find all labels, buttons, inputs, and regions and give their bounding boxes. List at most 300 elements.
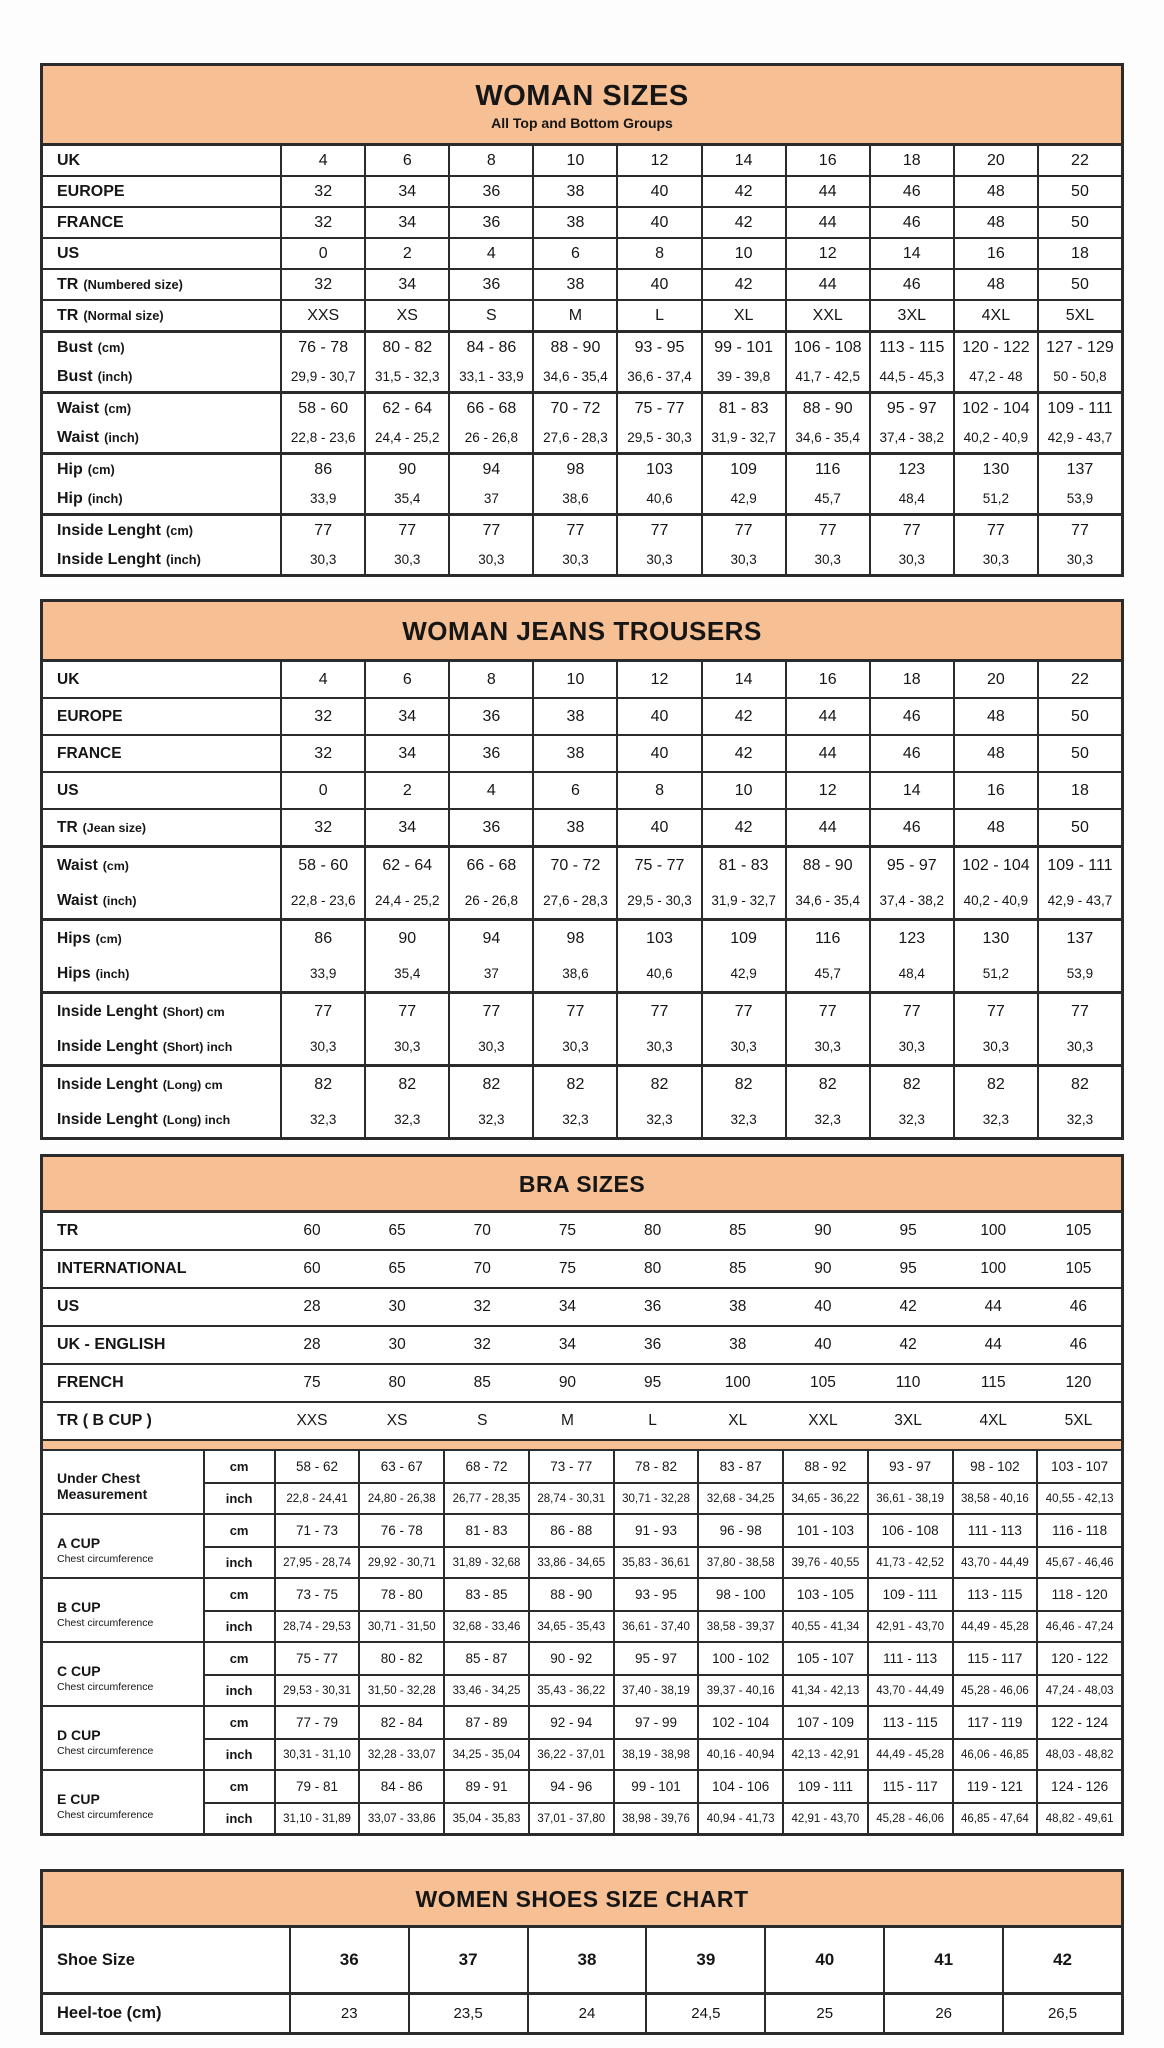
table-group [43, 146, 1121, 175]
value-cell: XL [728, 1412, 748, 1429]
value-cell: 88 - 92 [782, 1451, 867, 1482]
value-cell: 43,70 - 44,49 [867, 1674, 952, 1705]
value-cell: 44 [785, 270, 869, 299]
value-cell: 40,2 - 40,9 [953, 423, 1037, 452]
row-label-note: Chest circumference [57, 1745, 154, 1758]
row-label-text: Inside Lenght [57, 1075, 158, 1093]
row-label [43, 1222, 269, 1240]
value-cell: 29,9 - 30,7 [280, 362, 364, 391]
value-cell: 32,3 [701, 1102, 785, 1137]
table-group [43, 662, 1121, 697]
value-cell: 22,8 - 24,41 [274, 1482, 359, 1513]
value-cell: 77 [1037, 994, 1121, 1029]
value-cell: 96 - 98 [697, 1515, 782, 1546]
value-cell: XS [364, 301, 448, 330]
row-label [43, 461, 280, 479]
table-group [43, 1705, 1121, 1769]
row-label-note: (inch) [102, 893, 137, 908]
row-label-note: (cm) [95, 931, 122, 946]
value-cell: 50 [1037, 177, 1121, 206]
row-label [43, 1579, 203, 1641]
bra-sizes-grid [43, 1213, 1121, 1439]
women-shoes-grid [43, 1928, 1121, 2032]
value-cell: 32 [280, 270, 364, 299]
value-cell: 75 - 77 [274, 1643, 359, 1674]
value-cell: 100 [980, 1222, 1007, 1239]
value-cell: 77 [785, 516, 869, 545]
table-row [43, 1403, 1121, 1439]
table-group [43, 1769, 1121, 1833]
row-label-note: (Long) inch [162, 1112, 231, 1127]
value-cell: 36,61 - 37,40 [613, 1610, 698, 1641]
value-cell: 4 [448, 773, 532, 808]
table-row [43, 1251, 1121, 1287]
table-row [43, 736, 1121, 771]
table-row [43, 956, 1121, 991]
row-label-text: Waist [57, 399, 100, 417]
value-cell: L [616, 301, 700, 330]
value-cell: 43,70 - 44,49 [952, 1546, 1037, 1577]
row-label-text: US [57, 1298, 80, 1315]
value-cell: 37,80 - 38,58 [697, 1546, 782, 1577]
value-cell: 100 [980, 1260, 1007, 1277]
row-label-note: (cm) [104, 401, 132, 416]
value-cell: 32,3 [448, 1102, 532, 1137]
row-label [43, 857, 280, 875]
value-cell: 32,68 - 33,46 [443, 1610, 528, 1641]
table-group [43, 206, 1121, 237]
table-group [43, 1577, 1121, 1641]
value-cell: 23,5 [408, 1995, 527, 2032]
value-cell: 20 [953, 146, 1037, 175]
value-cell: 77 [532, 516, 616, 545]
value-cell: 82 - 84 [358, 1707, 443, 1738]
value-cell: 27,6 - 28,3 [532, 883, 616, 918]
value-cell: 137 [1037, 921, 1121, 956]
value-cell: 123 [869, 921, 953, 956]
value-cell: 46,06 - 46,85 [952, 1738, 1037, 1769]
value-cell: 32 [280, 177, 364, 206]
value-cell: 86 [280, 921, 364, 956]
value-cell: 44,5 - 45,3 [869, 362, 953, 391]
value-cell: 44 [785, 208, 869, 237]
row-label [43, 551, 280, 569]
value-cell: 88 - 90 [532, 333, 616, 362]
value-cell: 106 - 108 [867, 1515, 952, 1546]
value-cell: 82 [532, 1067, 616, 1102]
value-cell: 102 - 104 [697, 1707, 782, 1738]
value-cell: 42 [701, 736, 785, 771]
table-row [43, 1102, 1121, 1137]
value-cell: 100 [724, 1374, 751, 1391]
bra-cups-grid [43, 1451, 1121, 1833]
value-cell: 30,71 - 32,28 [613, 1482, 698, 1513]
row-label [43, 368, 280, 386]
table-group [43, 175, 1121, 206]
row-label [43, 892, 280, 910]
value-cell: 109 - 111 [782, 1771, 867, 1802]
value-cell: 34 [558, 1336, 577, 1353]
value-cell: 5XL [1064, 1412, 1093, 1429]
value-cell: S [477, 1412, 488, 1429]
value-cell: 34,65 - 36,22 [782, 1482, 867, 1513]
value-cell: 123 [869, 455, 953, 484]
row-label-note: Chest circumference [57, 1809, 154, 1822]
unit-cell: cm [203, 1579, 274, 1610]
value-cell: 53,9 [1037, 956, 1121, 991]
women-shoes-table [40, 1869, 1124, 2035]
value-cell: 82 [448, 1067, 532, 1102]
value-cell: 32,28 - 33,07 [358, 1738, 443, 1769]
value-cell: 30,3 [701, 1029, 785, 1064]
row-label [43, 930, 280, 948]
row-label-text: A CUP [57, 1534, 101, 1551]
row-label [43, 1515, 203, 1577]
value-cell: 122 - 124 [1036, 1707, 1121, 1738]
value-cell: 50 [1037, 699, 1121, 734]
row-label [43, 339, 280, 357]
table-row [43, 362, 1121, 391]
table-group [43, 1325, 1121, 1363]
value-cell: 42,9 - 43,7 [1037, 423, 1121, 452]
value-cell: 45,28 - 46,06 [952, 1674, 1037, 1705]
value-cell: 94 [448, 921, 532, 956]
bra-section-divider [43, 1439, 1121, 1451]
row-label-text: Inside Lenght [57, 1002, 158, 1020]
row-label-text: EUROPE [57, 182, 125, 200]
table-row [43, 208, 1121, 237]
value-cell: 106 - 108 [785, 333, 869, 362]
value-cell: 38 [729, 1336, 747, 1353]
value-cell: 71 - 73 [274, 1515, 359, 1546]
value-cell: 42 [899, 1298, 917, 1315]
value-cell: 82 [616, 1067, 700, 1102]
row-label-note: (Normal size) [83, 308, 164, 323]
table-row [43, 1067, 1121, 1102]
value-cell: 31,89 - 32,68 [443, 1546, 528, 1577]
value-cell: 105 [1065, 1260, 1092, 1277]
woman-jeans-table [40, 599, 1124, 1140]
table-group [43, 1287, 1121, 1325]
value-cell: 82 [785, 1067, 869, 1102]
value-cell: 65 [388, 1222, 406, 1239]
table-row [43, 921, 1121, 956]
value-cell: 36 [448, 699, 532, 734]
value-cell: 42,91 - 43,70 [782, 1802, 867, 1833]
value-cell: 104 - 106 [697, 1771, 782, 1802]
row-label-text: TR [57, 818, 78, 836]
table-group [43, 1992, 1121, 2032]
row-label-note: (inch) [95, 966, 130, 981]
value-cell: 60 [303, 1260, 321, 1277]
value-cell: 80 - 82 [364, 333, 448, 362]
value-cell: 30,3 [785, 1029, 869, 1064]
value-cell: 42 [701, 208, 785, 237]
value-cell: 50 [1037, 208, 1121, 237]
value-cell: 109 - 111 [1037, 394, 1121, 423]
value-cell: 47,24 - 48,03 [1036, 1674, 1121, 1705]
women-shoes-title: WOMEN SHOES SIZE CHART [415, 1886, 749, 1912]
value-cell: 40 [616, 177, 700, 206]
value-cell: 28 [303, 1336, 321, 1353]
table-row [43, 239, 1121, 268]
value-cell: 93 - 97 [867, 1451, 952, 1482]
value-cell: 118 - 120 [1036, 1579, 1121, 1610]
value-cell: 81 - 83 [701, 394, 785, 423]
row-label-text: FRANCE [57, 744, 122, 762]
table-row [43, 662, 1121, 697]
value-cell: 93 - 95 [613, 1579, 698, 1610]
value-cell: 18 [869, 662, 953, 697]
value-cell: 4 [448, 239, 532, 268]
value-cell: 32 [280, 208, 364, 237]
value-cell: 47,2 - 48 [953, 362, 1037, 391]
value-cell: 120 - 122 [953, 333, 1037, 362]
value-cell: 45,7 [785, 484, 869, 513]
value-cell: 2 [364, 239, 448, 268]
table-group [43, 1064, 1121, 1137]
value-cell: 109 [701, 921, 785, 956]
value-cell: 111 - 113 [952, 1515, 1037, 1546]
value-cell: 3XL [894, 1412, 922, 1429]
row-label [43, 1771, 203, 1833]
value-cell: 0 [280, 773, 364, 808]
row-label [43, 1111, 280, 1129]
value-cell: 34 [364, 177, 448, 206]
row-label [43, 276, 280, 294]
value-cell: 90 [814, 1222, 832, 1239]
row-label [43, 1003, 280, 1021]
row-label [43, 1707, 203, 1769]
value-cell: XXS [296, 1412, 328, 1429]
row-label [43, 965, 280, 983]
value-cell: 70 - 72 [532, 848, 616, 883]
value-cell: 89 - 91 [443, 1771, 528, 1802]
value-cell: 24,4 - 25,2 [364, 883, 448, 918]
row-label-text: Under Chest Measurement [57, 1469, 148, 1502]
value-cell: 41,34 - 42,13 [782, 1674, 867, 1705]
table-row [43, 1029, 1121, 1064]
row-label-text: US [57, 781, 79, 799]
value-cell: 32,3 [869, 1102, 953, 1137]
value-cell: 32,3 [280, 1102, 364, 1137]
value-cell: 29,53 - 30,31 [274, 1674, 359, 1705]
value-cell: 38,6 [532, 484, 616, 513]
value-cell: 30,3 [280, 545, 364, 574]
value-cell: 81 - 83 [701, 848, 785, 883]
value-cell: 32 [473, 1298, 491, 1315]
value-cell: 77 [364, 994, 448, 1029]
table-row [43, 773, 1121, 808]
row-label-note: (cm) [102, 858, 129, 873]
row-label [43, 490, 280, 508]
value-cell: 42 [701, 270, 785, 299]
value-cell: 35,83 - 36,61 [613, 1546, 698, 1577]
spacer [40, 1836, 1124, 1869]
value-cell: 12 [616, 662, 700, 697]
unit-cell: inch [203, 1482, 274, 1513]
value-cell: 30,71 - 31,50 [358, 1610, 443, 1641]
value-cell: 73 - 77 [528, 1451, 613, 1482]
row-label-text: Bust [57, 338, 93, 356]
value-cell: 62 - 64 [364, 848, 448, 883]
value-cell: 98 [532, 921, 616, 956]
value-cell: 32,3 [532, 1102, 616, 1137]
value-cell: 42 [701, 177, 785, 206]
table-group [43, 808, 1121, 845]
value-cell: 30 [388, 1336, 406, 1353]
row-label-note: Chest circumference [57, 1553, 154, 1566]
value-cell: 90 [364, 921, 448, 956]
value-cell: 77 [785, 994, 869, 1029]
value-cell: 30,3 [364, 545, 448, 574]
value-cell: 33,46 - 34,25 [443, 1674, 528, 1705]
value-cell: 127 - 129 [1037, 333, 1121, 362]
value-cell: 95 - 97 [869, 394, 953, 423]
row-label-note: (Short) inch [162, 1039, 233, 1054]
value-cell: 32 [280, 699, 364, 734]
value-cell: 30,3 [701, 545, 785, 574]
value-cell: 10 [701, 773, 785, 808]
value-cell: 36 [289, 1928, 408, 1992]
value-cell: 77 [616, 516, 700, 545]
value-cell: 24,80 - 26,38 [358, 1482, 443, 1513]
value-cell: 33,9 [280, 956, 364, 991]
unit-cell: cm [203, 1515, 274, 1546]
value-cell: 24,5 [645, 1995, 764, 2032]
value-cell: 82 [280, 1067, 364, 1102]
row-label-note: (inch) [97, 369, 133, 384]
value-cell: 37,40 - 38,19 [613, 1674, 698, 1705]
value-cell: 116 [785, 921, 869, 956]
value-cell: 116 [785, 455, 869, 484]
value-cell: 16 [953, 773, 1037, 808]
value-cell: 32 [473, 1336, 491, 1353]
table-row [43, 1213, 1121, 1249]
value-cell: 120 - 122 [1036, 1643, 1121, 1674]
value-cell: 34 [364, 699, 448, 734]
value-cell: 116 - 118 [1036, 1515, 1121, 1546]
unit-cell: inch [203, 1546, 274, 1577]
value-cell: 130 [953, 921, 1037, 956]
row-label-text: INTERNATIONAL [57, 1260, 187, 1277]
value-cell: 40 [814, 1336, 832, 1353]
value-cell: 70 - 72 [532, 394, 616, 423]
row-label-note: (Numbered size) [83, 277, 183, 292]
row-label [43, 522, 280, 540]
value-cell: 95 [643, 1374, 662, 1391]
value-cell: 32 [280, 736, 364, 771]
value-cell: 44 [785, 177, 869, 206]
unit-cell: cm [203, 1643, 274, 1674]
value-cell: 124 - 126 [1036, 1771, 1121, 1802]
row-label-text: Inside Lenght [57, 521, 161, 539]
value-cell: 30,3 [869, 545, 953, 574]
row-label-text: Hips [57, 964, 91, 982]
value-cell: 29,92 - 30,71 [358, 1546, 443, 1577]
value-cell: 50 [1037, 270, 1121, 299]
value-cell: 48 [953, 177, 1037, 206]
value-cell: 8 [448, 662, 532, 697]
value-cell: 29,5 - 30,3 [616, 423, 700, 452]
value-cell: 26 - 26,8 [448, 423, 532, 452]
value-cell: 77 [532, 994, 616, 1029]
table-row [43, 146, 1121, 175]
value-cell: 30,3 [1037, 1029, 1121, 1064]
value-cell: 30,31 - 31,10 [274, 1738, 359, 1769]
table-row [43, 177, 1121, 206]
value-cell: 36 [448, 177, 532, 206]
bra-sizes-table [40, 1154, 1124, 1836]
row-label [43, 429, 280, 447]
value-cell: 41,7 - 42,5 [785, 362, 869, 391]
value-cell: 36 [448, 270, 532, 299]
value-cell: 30,3 [953, 1029, 1037, 1064]
value-cell: 77 [701, 516, 785, 545]
value-cell: 102 - 104 [953, 848, 1037, 883]
value-cell: 16 [953, 239, 1037, 268]
value-cell: 14 [869, 773, 953, 808]
table-row [43, 301, 1121, 330]
value-cell: 38,58 - 39,37 [697, 1610, 782, 1641]
value-cell: 40 [814, 1298, 832, 1315]
value-cell: 36,6 - 37,4 [616, 362, 700, 391]
row-label [43, 1643, 203, 1705]
value-cell: 36 [448, 736, 532, 771]
row-label-text: UK [57, 151, 81, 169]
value-cell: 30,3 [616, 545, 700, 574]
value-cell: 33,86 - 34,65 [528, 1546, 613, 1577]
value-cell: 88 - 90 [785, 394, 869, 423]
value-cell: 38 [532, 270, 616, 299]
table-group [43, 918, 1121, 991]
unit-cell: inch [203, 1610, 274, 1641]
value-cell: 32,68 - 34,25 [697, 1482, 782, 1513]
value-cell: 82 [364, 1067, 448, 1102]
value-cell: 18 [1037, 773, 1121, 808]
value-cell: M [560, 1412, 574, 1429]
value-cell: 39 - 39,8 [701, 362, 785, 391]
value-cell: 80 [643, 1222, 662, 1239]
value-cell: 78 - 80 [358, 1579, 443, 1610]
value-cell: M [532, 301, 616, 330]
table-group [43, 268, 1121, 299]
value-cell: 32,3 [616, 1102, 700, 1137]
value-cell: 90 [814, 1260, 832, 1277]
value-cell: 58 - 60 [280, 394, 364, 423]
value-cell: 27,6 - 28,3 [532, 423, 616, 452]
value-cell: 86 - 88 [528, 1515, 613, 1546]
unit-cell: inch [203, 1738, 274, 1769]
row-label [43, 1374, 269, 1392]
value-cell: 40,94 - 41,73 [697, 1802, 782, 1833]
value-cell: 23 [289, 1995, 408, 2032]
value-cell: 6 [532, 773, 616, 808]
value-cell: 32,3 [953, 1102, 1037, 1137]
value-cell: 91 - 93 [613, 1515, 698, 1546]
value-cell: 92 - 94 [528, 1707, 613, 1738]
value-cell: 105 [809, 1374, 836, 1391]
value-cell: 84 - 86 [448, 333, 532, 362]
value-cell: XXL [808, 1412, 838, 1429]
value-cell: 95 - 97 [613, 1643, 698, 1674]
value-cell: 90 [364, 455, 448, 484]
row-label-text: D CUP [57, 1726, 101, 1743]
table-group [43, 299, 1121, 330]
value-cell: 105 [1065, 1222, 1092, 1239]
value-cell: 99 - 101 [613, 1771, 698, 1802]
value-cell: 107 - 109 [782, 1707, 867, 1738]
